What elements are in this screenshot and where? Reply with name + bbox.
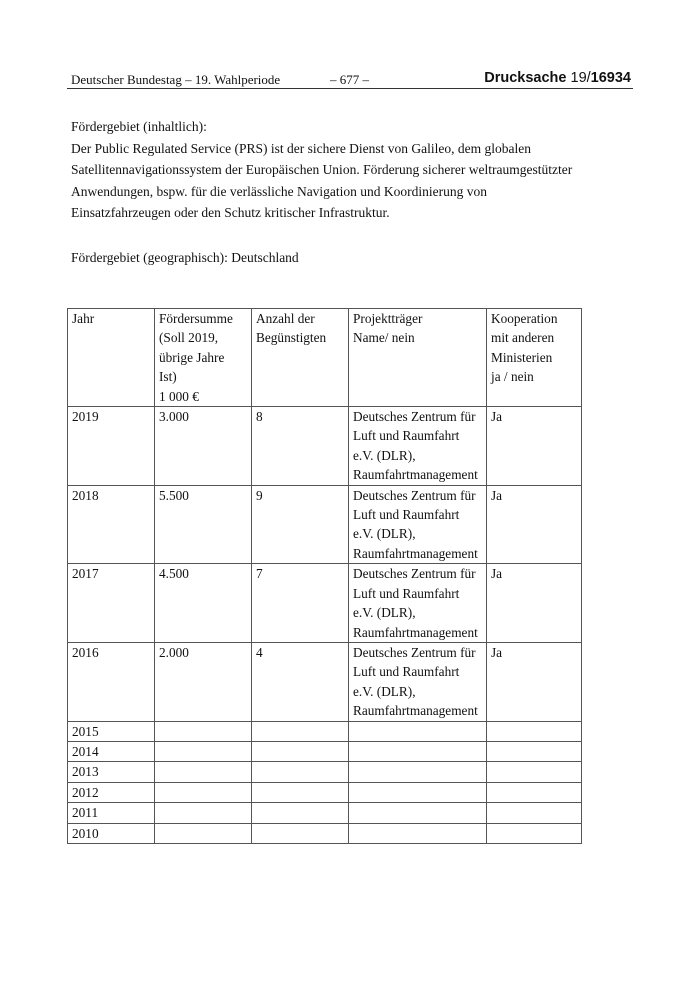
description-line: Anwendungen, bspw. für die verlässliche Navigation und Koordinierung von <box>71 183 488 199</box>
cell-foerdersumme <box>155 823 252 843</box>
cell-jahr <box>68 762 155 782</box>
cell-anzahl <box>252 642 349 721</box>
foerdergebiet-heading: Fördergebiet (inhaltlich): <box>71 119 207 134</box>
cell-projekttraeger-text: Raumfahrtmanagement <box>353 467 478 483</box>
cell-jahr-text: 2016 <box>72 644 99 660</box>
cell-projekttraeger-text: Deutsches Zentrum für <box>353 566 476 582</box>
cell-jahr <box>68 564 155 643</box>
cell-kooperation-text: Ja <box>491 409 503 425</box>
header-line: Anzahl der <box>256 311 315 326</box>
header-page-number: – 677 – <box>330 72 369 87</box>
header-anzahl <box>252 309 349 407</box>
cell-jahr-text: 2011 <box>72 805 99 821</box>
cell-kooperation <box>487 803 582 823</box>
header-line: Jahr <box>72 311 95 326</box>
cell-jahr-text: 2012 <box>72 784 99 800</box>
cell-projekttraeger <box>349 642 487 721</box>
header-line: Ist) <box>159 369 177 385</box>
cell-projekttraeger <box>349 762 487 782</box>
cell-projekttraeger-text: Deutsches Zentrum für <box>353 644 476 660</box>
cell-kooperation <box>487 485 582 564</box>
cell-projekttraeger-text: e.V. (DLR), <box>353 683 416 699</box>
cell-foerdersumme <box>155 407 252 486</box>
header-line: Fördersumme <box>159 311 233 326</box>
cell-jahr-text: 2019 <box>72 409 99 425</box>
header-title: Deutscher Bundestag – 19. Wahlperiode <box>71 72 281 87</box>
header-line: Projektträger <box>353 311 423 326</box>
cell-anzahl-text: 4 <box>256 644 263 660</box>
cell-projekttraeger-text: e.V. (DLR), <box>353 447 416 463</box>
drucksache-label: Drucksache <box>484 70 571 86</box>
header-line: ja / nein <box>491 369 534 385</box>
cell-anzahl-text: 8 <box>256 409 263 425</box>
table-row <box>68 803 582 823</box>
cell-kooperation <box>487 407 582 486</box>
cell-jahr-text: 2013 <box>72 764 99 780</box>
cell-projekttraeger-text: Deutsches Zentrum für <box>353 487 476 503</box>
header-projekttraeger <box>349 309 487 407</box>
drucksache-number: 16934 <box>590 70 631 86</box>
cell-jahr <box>68 721 155 741</box>
cell-foerdersumme-text: 2.000 <box>159 644 189 660</box>
cell-anzahl <box>252 762 349 782</box>
cell-foerdersumme-text: 5.500 <box>159 487 189 503</box>
cell-foerdersumme <box>155 741 252 761</box>
cell-kooperation <box>487 564 582 643</box>
description-line: Satellitennavigationssystem der Europäischen Union. Förderung sicherer weltraumgestützter <box>71 162 573 177</box>
funding-table <box>67 308 582 844</box>
table-row <box>68 782 582 802</box>
cell-anzahl-text: 7 <box>256 566 263 582</box>
table-row <box>68 642 582 721</box>
foerdergebiet-geographisch: Fördergebiet (geographisch): Deutschland <box>71 250 299 265</box>
cell-projekttraeger-text: Raumfahrtmanagement <box>353 545 478 561</box>
cell-anzahl <box>252 407 349 486</box>
cell-projekttraeger <box>349 485 487 564</box>
cell-kooperation <box>487 762 582 782</box>
table-header-row <box>68 309 582 407</box>
header-line: mit anderen <box>491 330 555 346</box>
cell-anzahl <box>252 782 349 802</box>
page-header <box>67 70 633 89</box>
table-row <box>68 741 582 761</box>
cell-jahr <box>68 823 155 843</box>
cell-projekttraeger-text: e.V. (DLR), <box>353 605 416 621</box>
cell-jahr <box>68 803 155 823</box>
cell-jahr <box>68 485 155 564</box>
cell-kooperation <box>487 642 582 721</box>
cell-anzahl <box>252 803 349 823</box>
cell-kooperation <box>487 823 582 843</box>
cell-projekttraeger-text: Deutsches Zentrum für <box>353 409 476 425</box>
cell-foerdersumme <box>155 782 252 802</box>
cell-projekttraeger-text: Luft und Raumfahrt <box>353 507 460 523</box>
cell-foerdersumme <box>155 642 252 721</box>
foerdergebiet-inhaltlich <box>71 116 631 224</box>
header-line: übrige Jahre <box>159 349 225 365</box>
header-line: (Soll 2019, <box>159 330 219 346</box>
cell-projekttraeger <box>349 782 487 802</box>
cell-kooperation <box>487 782 582 802</box>
cell-jahr <box>68 642 155 721</box>
header-line: Name/ nein <box>353 330 415 346</box>
cell-anzahl <box>252 564 349 643</box>
cell-projekttraeger <box>349 564 487 643</box>
cell-projekttraeger-text: Luft und Raumfahrt <box>353 585 460 601</box>
table-row <box>68 407 582 486</box>
cell-foerdersumme <box>155 803 252 823</box>
cell-kooperation <box>487 741 582 761</box>
cell-foerdersumme <box>155 485 252 564</box>
cell-projekttraeger-text: Luft und Raumfahrt <box>353 428 460 444</box>
cell-foerdersumme <box>155 721 252 741</box>
header-line: Ministerien <box>491 349 553 365</box>
cell-jahr-text: 2017 <box>72 566 99 582</box>
cell-anzahl-text: 9 <box>256 487 263 503</box>
cell-jahr-text: 2014 <box>72 743 99 759</box>
table-row <box>68 564 582 643</box>
cell-kooperation-text: Ja <box>491 566 503 582</box>
cell-anzahl <box>252 485 349 564</box>
cell-projekttraeger <box>349 803 487 823</box>
cell-projekttraeger <box>349 721 487 741</box>
header-line: Begünstigten <box>256 330 327 346</box>
table-row <box>68 762 582 782</box>
cell-anzahl <box>252 823 349 843</box>
cell-kooperation-text: Ja <box>491 487 503 503</box>
cell-jahr <box>68 741 155 761</box>
cell-projekttraeger-text: Raumfahrtmanagement <box>353 624 478 640</box>
cell-projekttraeger-text: Luft und Raumfahrt <box>353 664 460 680</box>
header-foerdersumme <box>155 309 252 407</box>
cell-jahr-text: 2018 <box>72 487 99 503</box>
drucksache-number-prefix: 19/ <box>570 70 591 86</box>
header-line: Kooperation <box>491 311 558 326</box>
cell-projekttraeger <box>349 407 487 486</box>
table-row <box>68 485 582 564</box>
description-line: Der Public Regulated Service (PRS) ist der sichere Dienst von Galileo, dem globalen <box>71 140 532 156</box>
cell-foerdersumme-text: 3.000 <box>159 409 189 425</box>
cell-anzahl <box>252 741 349 761</box>
cell-kooperation-text: Ja <box>491 644 503 660</box>
header-jahr <box>68 309 155 407</box>
cell-projekttraeger <box>349 741 487 761</box>
cell-jahr-text: 2010 <box>72 825 99 841</box>
description-line: Einsatzfahrzeugen oder den Schutz kritischer Infrastruktur. <box>71 205 390 220</box>
cell-kooperation <box>487 721 582 741</box>
cell-projekttraeger <box>349 823 487 843</box>
cell-foerdersumme <box>155 762 252 782</box>
cell-jahr-text: 2015 <box>72 723 99 739</box>
table-row <box>68 721 582 741</box>
cell-anzahl <box>252 721 349 741</box>
cell-projekttraeger-text: e.V. (DLR), <box>353 526 416 542</box>
cell-jahr <box>68 782 155 802</box>
header-line: 1 000 € <box>159 388 199 404</box>
cell-projekttraeger-text: Raumfahrtmanagement <box>353 703 478 719</box>
header-kooperation <box>487 309 582 407</box>
cell-jahr <box>68 407 155 486</box>
cell-foerdersumme-text: 4.500 <box>159 566 189 582</box>
table-row <box>68 823 582 843</box>
header-drucksache <box>484 70 631 86</box>
cell-foerdersumme <box>155 564 252 643</box>
